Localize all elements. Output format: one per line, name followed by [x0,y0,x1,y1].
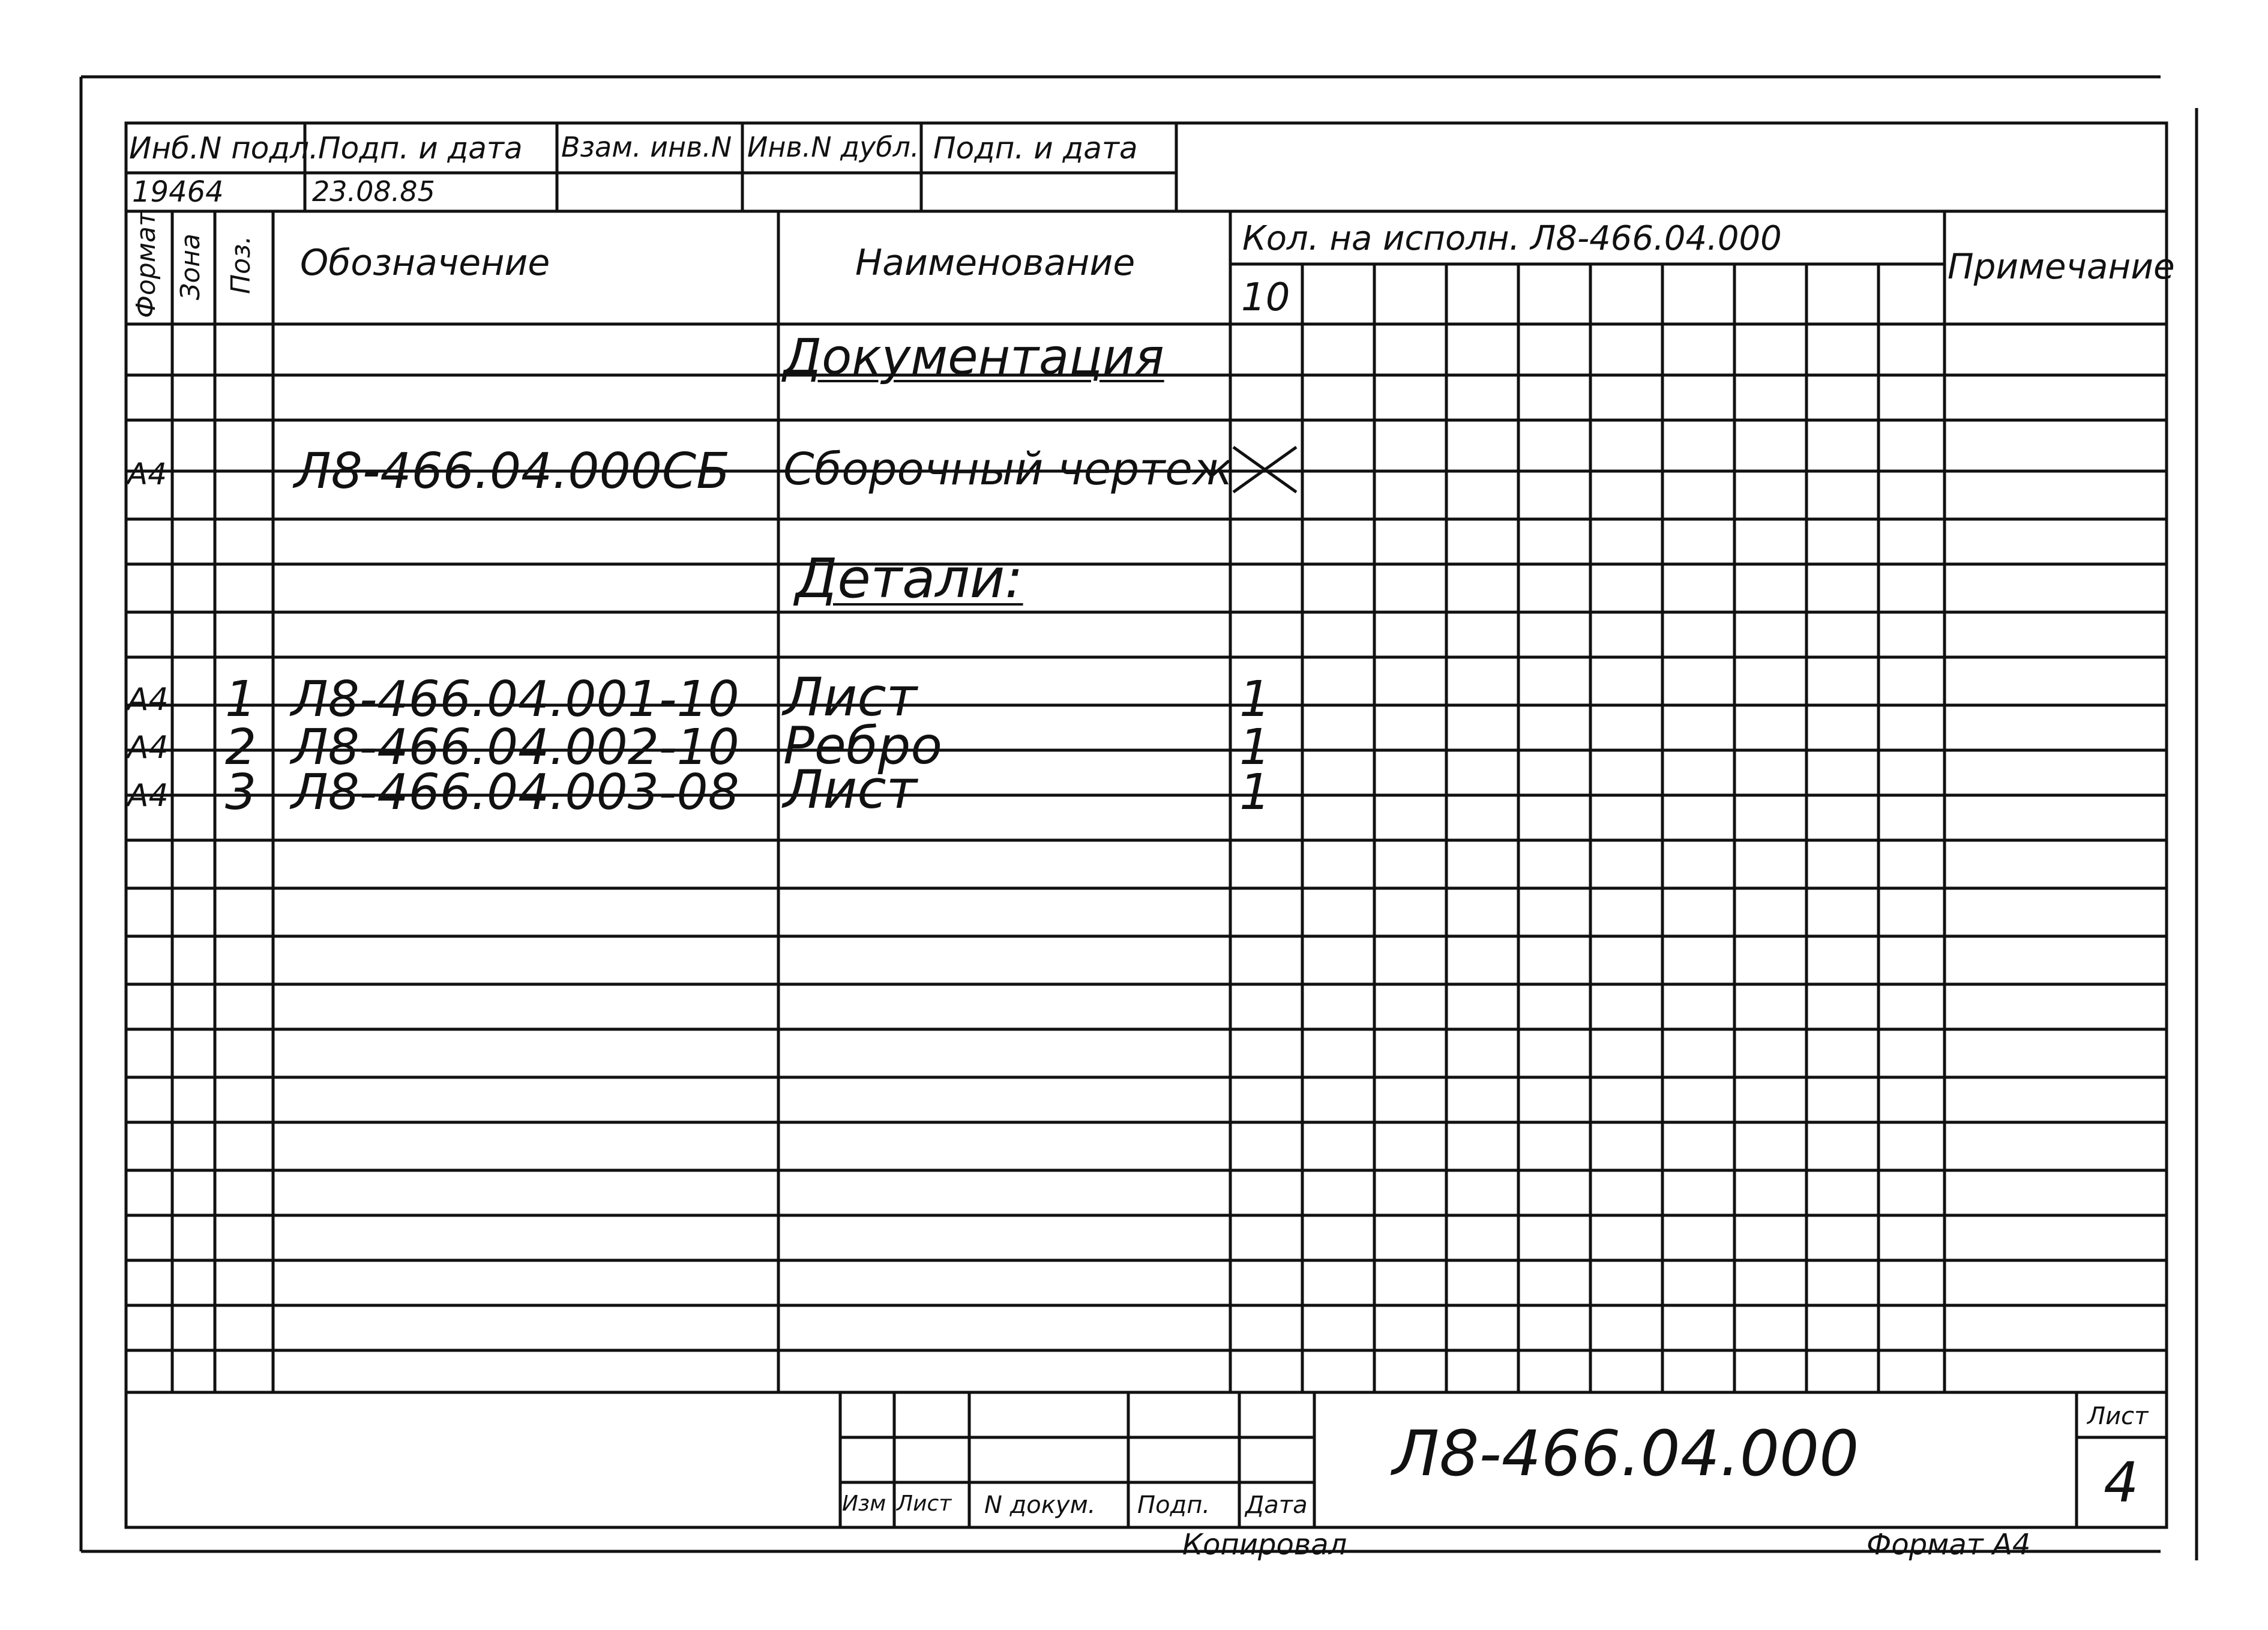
title-block-izm-label: Изм [842,1491,886,1516]
title-block-designation: Л8-466.04.000 [1392,1417,1859,1490]
row-designation: Л8-466.04.003-08 [291,764,739,821]
row-position: 3 [225,764,257,821]
title-block-list-label: Лист [897,1491,952,1516]
title-block-data-label: Дата [1245,1491,1308,1519]
row-name: Лист [783,759,918,820]
title-block-podp-label: Подп. [1137,1491,1211,1519]
section-title-details: Детали: [795,547,1023,610]
row-name: Ребро [783,716,943,776]
header-poz: Поз. [226,235,256,294]
row-position: 1 [225,671,257,728]
row-position: 2 [225,719,257,776]
row-format: А4 [127,457,167,492]
header-primechanie: Примечание [1948,246,2175,287]
stamp-podp-data2-label: Подп. и дата [933,131,1138,166]
row-quantity: 1 [1239,671,1271,728]
title-block-sheet-label: Лист [2087,1403,2149,1430]
header-kol: Кол. на исполн. Л8-466.04.000 [1242,219,1782,258]
row-designation: Л8-466.04.001-10 [291,671,739,728]
header-oboznachenie: Обозначение [300,242,550,284]
row-format: А4 [127,730,169,766]
row-designation: Л8-466.04.000СБ [294,443,730,500]
row-format: А4 [127,778,169,814]
row-designation: Л8-466.04.002-10 [291,719,739,776]
section-title-documentation: Документация [783,329,1164,386]
footer-format: Формат А4 [1866,1528,2031,1562]
header-zona: Зона [175,233,206,300]
title-block-n-dokum-label: N докум. [984,1491,1096,1519]
row-quantity: 1 [1239,764,1271,821]
row-format: А4 [127,682,169,718]
row-name: Лист [783,666,918,728]
stamp-inv-dubl-label: Инв.N дубл. [747,131,919,163]
title-block-sheet-number: 4 [2104,1451,2139,1515]
stamp-inv-podl-label: Инб.N подл. [129,131,319,166]
stamp-inv-podl-value: 19464 [132,175,224,209]
stamp-podp-data-label: Подп. и дата [318,131,523,166]
header-format: Формат [131,211,161,318]
stamp-podp-data-value: 23.08.85 [312,175,435,208]
stamp-vzam-inv-label: Взам. инв.N [561,131,732,163]
row-quantity: 1 [1239,719,1271,776]
header-kol-first-col: 10 [1241,275,1290,320]
header-naimenovanie: Наименование [855,242,1136,284]
footer-kopiroval: Копировал [1182,1528,1347,1562]
row-name: Сборочный чертеж [783,444,1233,495]
